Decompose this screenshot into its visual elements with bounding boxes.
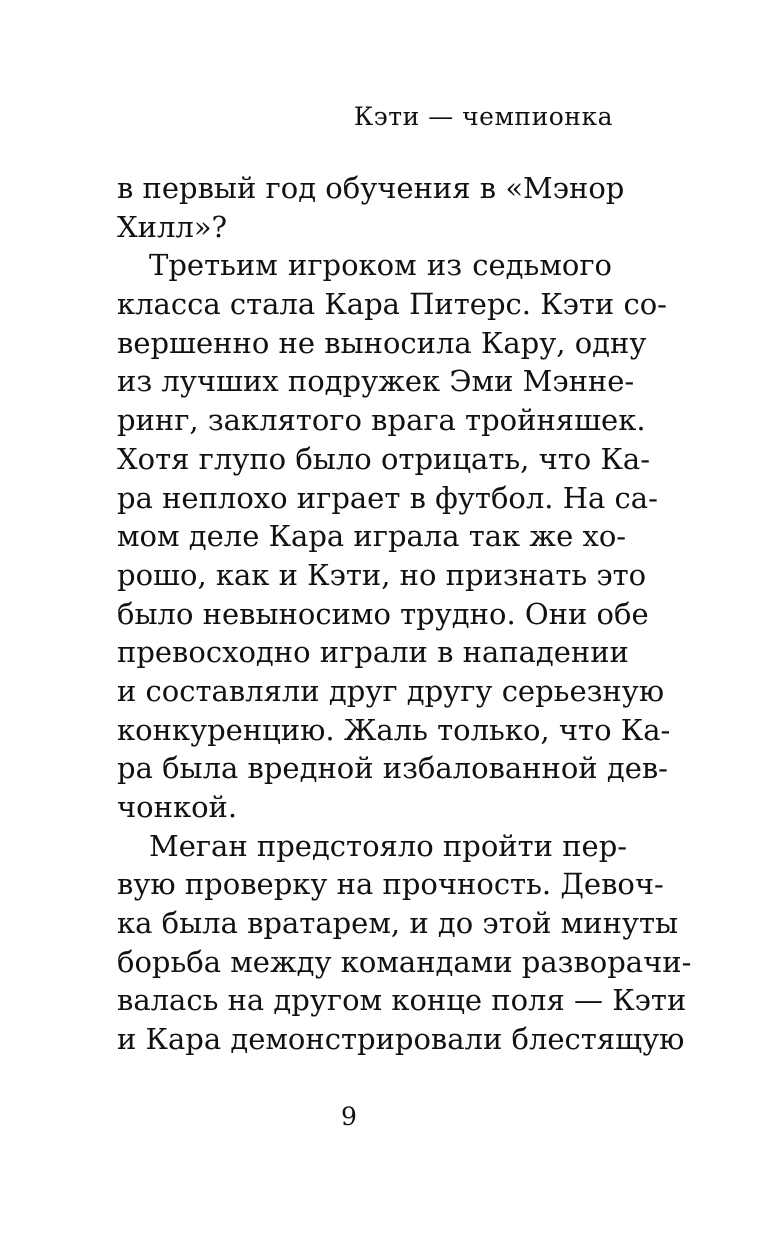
text-line: ра неплохо играет в футбол. На са-: [117, 480, 658, 515]
text-line: валась на другом конце поля — Кэти: [117, 983, 687, 1018]
text-line: конкуренцию. Жаль только, что Ка-: [117, 712, 671, 747]
text-line: ка была вратарем, и до этой минуты: [117, 906, 679, 941]
text-line: в первый год обучения в «Мэнор: [117, 171, 625, 205]
text-line: чонкой.: [117, 790, 238, 824]
text-line: вую проверку на прочность. Девоч-: [117, 867, 664, 902]
text-line: из лучших подружек Эми Мэнне-: [117, 364, 635, 399]
text-line: ринг, заклятого врага тройняшек.: [117, 403, 646, 438]
text-line: класса стала Кара Питерс. Кэти со-: [117, 287, 667, 322]
text-line: рошо, как и Кэти, но признать это: [117, 557, 647, 592]
running-head: Кэти — чемпионка: [353, 102, 613, 131]
text-line: и составляли друг другу серьезную: [117, 673, 665, 708]
text-line: борьба между командами разворачи-: [117, 944, 692, 979]
text-line: вершенно не выносила Кару, одну: [117, 325, 647, 360]
text-line: Хилл»?: [117, 209, 228, 244]
text-line: Меган предстояло пройти пер-: [149, 828, 628, 863]
text-line: и Кара демонстрировали блестящую: [117, 1022, 685, 1057]
text-line: ра была вредной избалованной дев-: [117, 751, 668, 786]
text-line: мом деле Кара играла так же хо-: [117, 519, 627, 554]
text-line: было невыносимо трудно. Они обе: [117, 596, 649, 631]
body-text: [117, 169, 692, 1059]
text-line: превосходно играли в нападении: [117, 635, 629, 670]
page-number: 9: [341, 1102, 357, 1131]
text-line: Хотя глупо было отрицать, что Ка-: [117, 441, 651, 476]
text-line: Третьим игроком из седьмого: [149, 248, 612, 283]
